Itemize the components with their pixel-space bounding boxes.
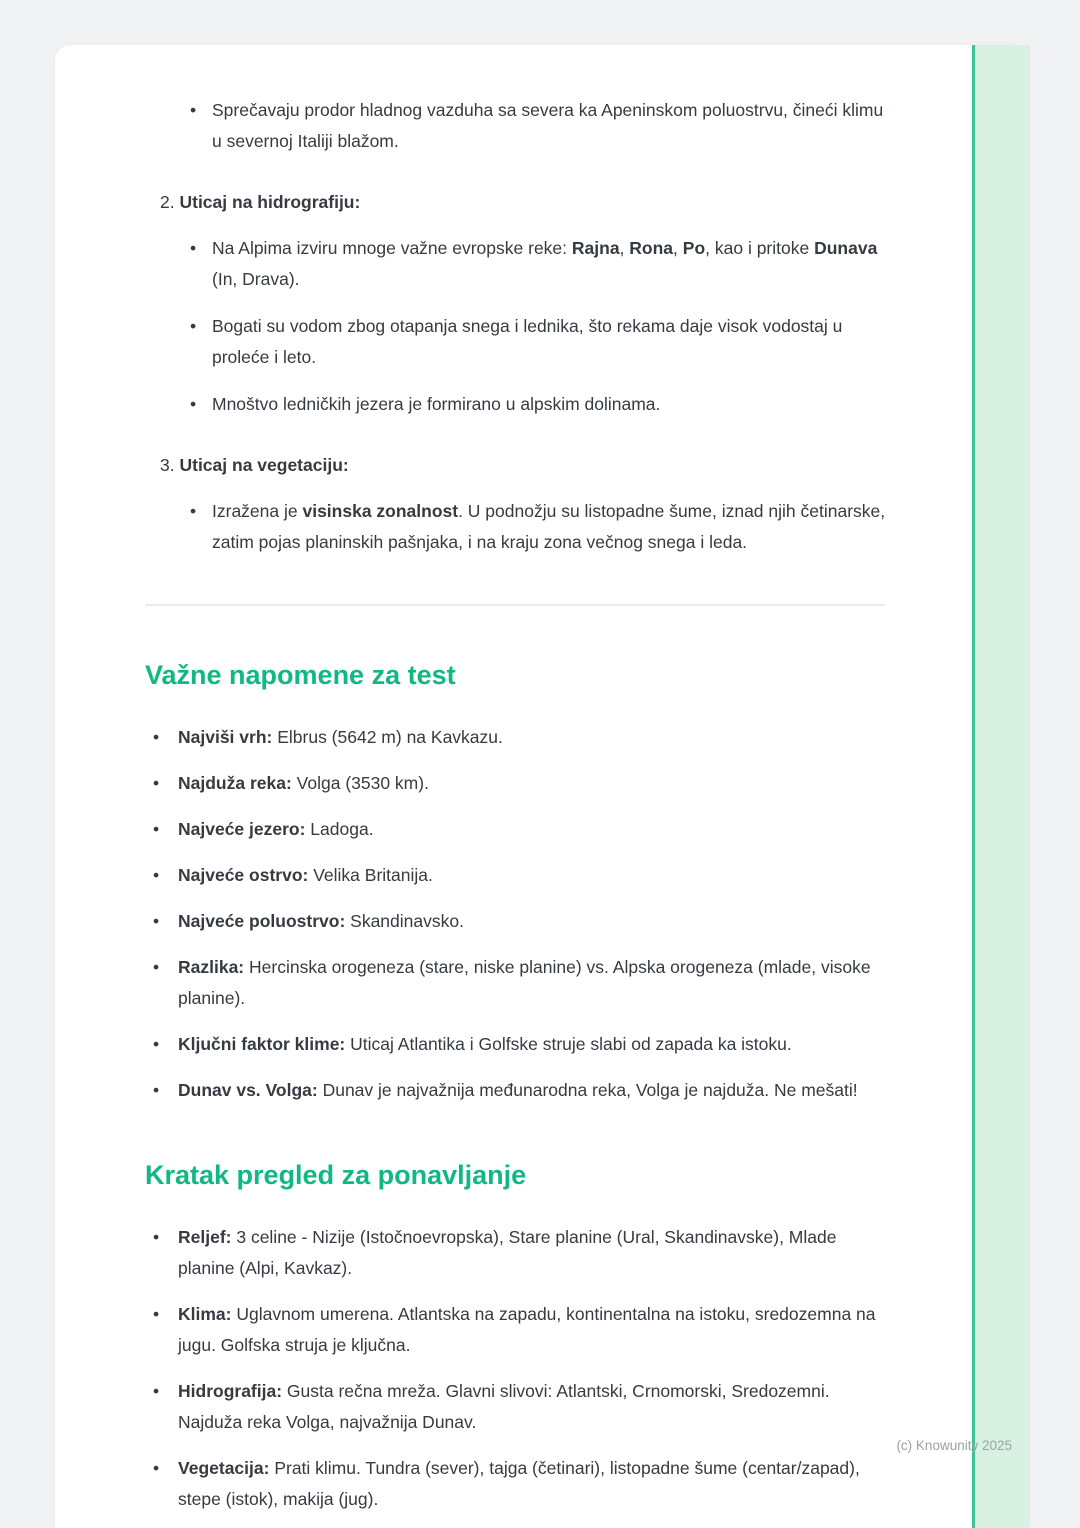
list-item xyxy=(145,1075,890,1106)
section-label: Uticaj na vegetaciju: xyxy=(179,455,349,475)
item-text: Ladoga. xyxy=(305,819,374,839)
item-text: Hercinska orogeneza (stare, niske planine) vs. Alpska orogeneza (mlade, visoke planine). xyxy=(178,957,871,1008)
item-text: Skandinavsko. xyxy=(345,911,464,931)
list-item xyxy=(145,1029,890,1060)
item-label: Najveće ostrvo: xyxy=(178,865,309,885)
test-notes-list xyxy=(145,722,890,1106)
item-text: Elbrus (5642 m) na Kavkazu. xyxy=(272,727,503,747)
section-label: Uticaj na hidrografiju: xyxy=(179,192,361,212)
page-content xyxy=(145,95,890,1528)
bold-term: visinska zonalnost xyxy=(302,501,459,521)
item-text: 3 celine - Nizije (Istočnoevropska), Stare planine (Ural, Skandinavske), Mlade planine (Alpi, Kavkaz). xyxy=(178,1227,837,1278)
copyright-footer: (c) Knowunity 2025 xyxy=(896,1438,1012,1453)
text-segment: Izražena je xyxy=(212,501,303,521)
item-label: Najveće poluostrvo: xyxy=(178,911,346,931)
text-segment: Na Alpima izviru mnoge važne evropske reke: xyxy=(212,238,572,258)
notes-page xyxy=(55,45,1030,1528)
section-title-review: Kratak pregled za ponavljanje xyxy=(145,1160,527,1190)
item-label: Klima: xyxy=(178,1304,232,1324)
bold-term: Rona xyxy=(629,238,674,258)
list-item xyxy=(145,389,890,420)
list-item xyxy=(145,860,890,891)
list-item xyxy=(145,722,890,753)
item-text: Prati klimu. Tundra (sever), tajga (četinari), listopadne šume (centar/zapad), stepe (istok), makija (jug). xyxy=(178,1458,860,1509)
item-label: Razlika: xyxy=(178,957,245,977)
section-divider xyxy=(145,604,885,606)
item-label: Reljef: xyxy=(178,1227,232,1247)
section-number: 2. xyxy=(160,192,175,212)
item-label: Vegetacija: xyxy=(178,1458,270,1478)
item-label: Ključni faktor klime: xyxy=(178,1034,346,1054)
item-label: Najduža reka: xyxy=(178,773,292,793)
review-list xyxy=(145,1222,890,1515)
item-text: Gusta rečna mreža. Glavni slivovi: Atlantski, Crnomorski, Sredozemni. Najduža reka Volga, najvažnija Dunav. xyxy=(178,1381,830,1432)
list-item xyxy=(145,1376,890,1438)
section-number: 3. xyxy=(160,455,175,475)
text-segment: , xyxy=(619,238,630,258)
item-text: Dunav je najvažnija međunarodna reka, Volga je najduža. Ne mešati! xyxy=(317,1080,858,1100)
climate-bullet-list xyxy=(145,95,890,157)
list-item xyxy=(145,1222,890,1284)
text-segment: Mnoštvo ledničkih jezera je formirano u alpskim dolinama. xyxy=(212,394,661,414)
hydro-bullet-list xyxy=(145,233,890,420)
item-label: Hidrografija: xyxy=(178,1381,283,1401)
numbered-section-heading-hydro xyxy=(160,187,890,218)
page-edge-strip xyxy=(972,45,1030,1528)
text-segment: (In, Drava). xyxy=(212,269,300,289)
list-item xyxy=(145,1453,890,1515)
section-title-test-notes: Važne napomene za test xyxy=(145,660,456,690)
numbered-section-heading-vegetation xyxy=(160,450,890,481)
text-segment: , kao i pritoke xyxy=(705,238,815,258)
list-item xyxy=(145,952,890,1014)
list-item xyxy=(145,233,890,295)
list-item xyxy=(145,1299,890,1361)
text-segment: . U podnožju su listopadne šume, iznad njih četinarske, zatim pojas planinskih pašnjaka, i na kraju zona večnog snega i leda. xyxy=(212,501,886,552)
list-item xyxy=(145,311,890,373)
list-item xyxy=(145,768,890,799)
text-segment: Bogati su vodom zbog otapanja snega i lednika, što rekama daje visok vodostaj u proleće i leto. xyxy=(212,316,843,367)
text-segment: Sprečavaju prodor hladnog vazduha sa severa ka Apeninskom poluostrvu, čineći klimu u severnoj Italiji blažom. xyxy=(212,100,884,151)
list-item xyxy=(145,95,890,157)
bold-term: Dunava xyxy=(814,238,878,258)
item-text: Uticaj Atlantika i Golfske struje slabi od zapada ka istoku. xyxy=(345,1034,792,1054)
text-segment: , xyxy=(673,238,683,258)
item-text: Uglavnom umerena. Atlantska na zapadu, kontinentalna na istoku, sredozemna na jugu. Golfska struja je ključna. xyxy=(178,1304,876,1355)
bold-term: Po xyxy=(682,238,706,258)
item-label: Najviši vrh: xyxy=(178,727,273,747)
item-label: Dunav vs. Volga: xyxy=(178,1080,318,1100)
list-item xyxy=(145,496,890,558)
vegetation-bullet-list xyxy=(145,496,890,558)
list-item xyxy=(145,814,890,845)
item-text: Volga (3530 km). xyxy=(291,773,429,793)
item-text: Velika Britanija. xyxy=(308,865,433,885)
bold-term: Rajna xyxy=(571,238,620,258)
list-item xyxy=(145,906,890,937)
item-label: Najveće jezero: xyxy=(178,819,306,839)
